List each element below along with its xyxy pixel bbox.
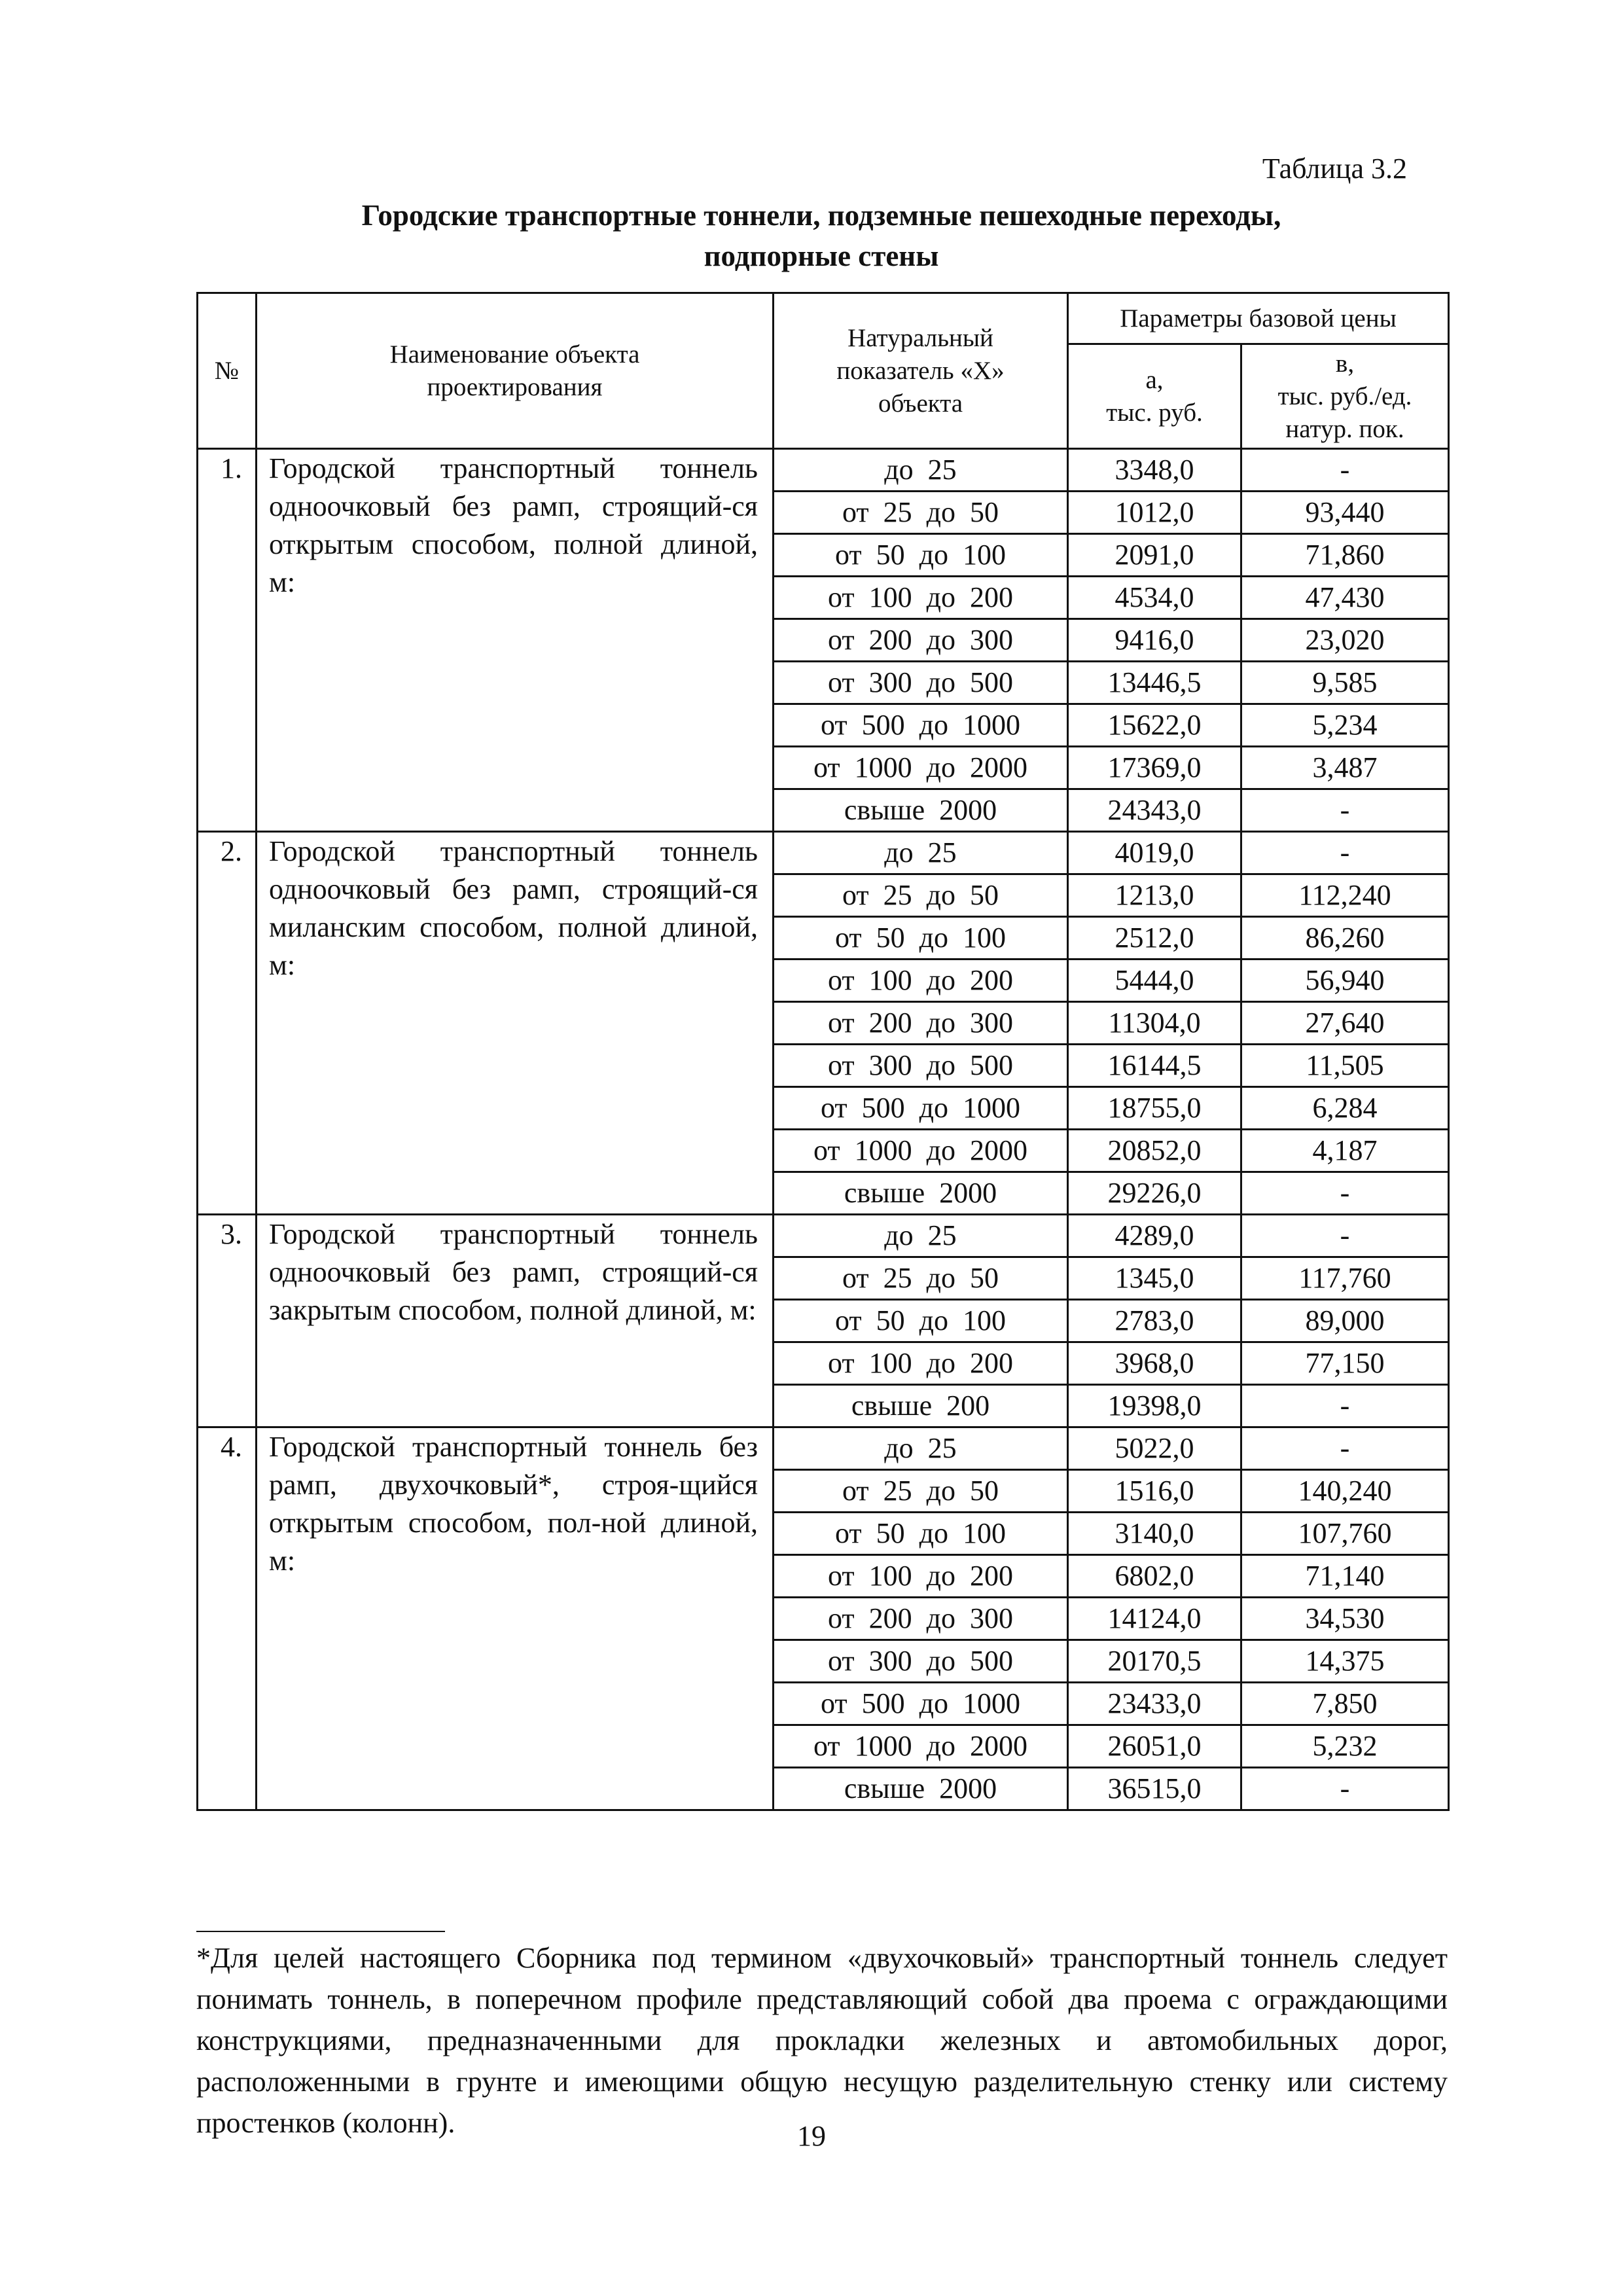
value-b-cell: 27,640 [1241, 1002, 1449, 1045]
header-number: № [198, 293, 257, 449]
footnote-text: *Для целей настоящего Сборника под термином «двухочковый» транспортный тоннель следует понимать тоннель, в поперечном профиле представляющий собой два проема с ограждающими конструкциями, предназначенными для прокладки железных и автомобильных дорог, расположенными в грунте и имеющими общую несущую разделительную стенку или систему простенков (колонн). [196, 1942, 1448, 2139]
range-cell: от 500 до 1000 [774, 1683, 1068, 1725]
value-a-cell: 29226,0 [1068, 1172, 1241, 1215]
range-cell: от 1000 до 2000 [774, 1130, 1068, 1172]
range-cell: свыше 200 [774, 1385, 1068, 1427]
value-b-cell: 47,430 [1241, 577, 1449, 619]
group-number: 2. [198, 832, 257, 1215]
header-param-b-line-2: тыс. руб./ед. [1277, 382, 1412, 410]
range-cell: от 200 до 300 [774, 1598, 1068, 1640]
value-b-cell: 3,487 [1241, 747, 1449, 789]
range-cell: свыше 2000 [774, 789, 1068, 832]
value-b-cell: - [1241, 1768, 1449, 1810]
range-cell: от 25 до 50 [774, 492, 1068, 534]
value-a-cell: 9416,0 [1068, 619, 1241, 662]
value-a-cell: 3348,0 [1068, 449, 1241, 492]
range-cell: от 100 до 200 [774, 577, 1068, 619]
value-b-cell: 6,284 [1241, 1087, 1449, 1130]
range-cell: от 500 до 1000 [774, 1087, 1068, 1130]
header-param-a-line-2: тыс. руб. [1106, 398, 1203, 427]
group-number: 1. [198, 449, 257, 832]
range-cell: свыше 2000 [774, 1172, 1068, 1215]
value-b-cell: - [1241, 789, 1449, 832]
table-header [198, 293, 1449, 449]
value-a-cell: 15622,0 [1068, 704, 1241, 747]
range-cell: от 200 до 300 [774, 619, 1068, 662]
group-number: 3. [198, 1215, 257, 1427]
value-a-cell: 16144,5 [1068, 1045, 1241, 1087]
value-a-cell: 6802,0 [1068, 1555, 1241, 1598]
value-a-cell: 5444,0 [1068, 960, 1241, 1002]
value-b-cell: - [1241, 1215, 1449, 1257]
header-param-a [1068, 344, 1241, 449]
range-cell: от 100 до 200 [774, 960, 1068, 1002]
table-row [198, 1427, 1449, 1470]
range-cell: от 25 до 50 [774, 874, 1068, 917]
value-a-cell: 26051,0 [1068, 1725, 1241, 1768]
value-b-cell: 89,000 [1241, 1300, 1449, 1342]
value-b-cell: 4,187 [1241, 1130, 1449, 1172]
value-a-cell: 5022,0 [1068, 1427, 1241, 1470]
page-number: 19 [797, 2120, 826, 2152]
table-body [198, 449, 1449, 1810]
range-cell: от 50 до 100 [774, 534, 1068, 577]
header-natural-indicator-line-2: показатель «Х» [836, 356, 1005, 385]
range-cell: от 50 до 100 [774, 1513, 1068, 1555]
value-b-cell: - [1241, 1427, 1449, 1470]
range-cell: от 300 до 500 [774, 662, 1068, 704]
value-b-cell: 77,150 [1241, 1342, 1449, 1385]
value-b-cell: 86,260 [1241, 917, 1449, 960]
value-a-cell: 1213,0 [1068, 874, 1241, 917]
table-row [198, 1215, 1449, 1257]
value-b-cell: 93,440 [1241, 492, 1449, 534]
value-a-cell: 4289,0 [1068, 1215, 1241, 1257]
value-b-cell: 5,232 [1241, 1725, 1449, 1768]
range-cell: до 25 [774, 449, 1068, 492]
value-b-cell: 71,140 [1241, 1555, 1449, 1598]
header-object-name [257, 293, 774, 449]
group-number: 4. [198, 1427, 257, 1810]
header-param-b-line-3: натур. пок. [1285, 414, 1404, 443]
range-cell: до 25 [774, 1427, 1068, 1470]
value-a-cell: 14124,0 [1068, 1598, 1241, 1640]
header-base-price-params: Параметры базовой цены [1068, 293, 1449, 344]
value-a-cell: 23433,0 [1068, 1683, 1241, 1725]
range-cell: от 25 до 50 [774, 1257, 1068, 1300]
value-a-cell: 2512,0 [1068, 917, 1241, 960]
value-a-cell: 36515,0 [1068, 1768, 1241, 1810]
value-b-cell: 9,585 [1241, 662, 1449, 704]
range-cell: от 100 до 200 [774, 1342, 1068, 1385]
group-object-name: Городской транспортный тоннель одноочковый без рамп, строящий-ся миланским способом, полной длиной, м: [257, 832, 774, 1215]
range-cell: от 500 до 1000 [774, 704, 1068, 747]
group-object-name: Городской транспортный тоннель одноочковый без рамп, строящий-ся открытым способом, полной длиной, м: [257, 449, 774, 832]
value-b-cell: 117,760 [1241, 1257, 1449, 1300]
header-object-name-line-1: Наименование объекта [389, 340, 640, 368]
value-a-cell: 20170,5 [1068, 1640, 1241, 1683]
value-b-cell: 11,505 [1241, 1045, 1449, 1087]
table-label: Таблица 3.2 [1262, 152, 1407, 185]
value-a-cell: 20852,0 [1068, 1130, 1241, 1172]
header-param-b [1241, 344, 1449, 449]
value-a-cell: 2783,0 [1068, 1300, 1241, 1342]
value-b-cell: 140,240 [1241, 1470, 1449, 1513]
value-b-cell: 14,375 [1241, 1640, 1449, 1683]
header-natural-indicator-line-1: Натуральный [847, 323, 993, 352]
value-a-cell: 3968,0 [1068, 1342, 1241, 1385]
group-object-name: Городской транспортный тоннель без рамп, двухочковый*, строя-щийся открытым способом, пол-ной длиной, м: [257, 1427, 774, 1810]
value-b-cell: - [1241, 832, 1449, 874]
value-a-cell: 1345,0 [1068, 1257, 1241, 1300]
group-object-name: Городской транспортный тоннель одноочковый без рамп, строящий-ся закрытым способом, полной длиной, м: [257, 1215, 774, 1427]
value-a-cell: 24343,0 [1068, 789, 1241, 832]
value-a-cell: 13446,5 [1068, 662, 1241, 704]
header-natural-indicator-line-3: объекта [878, 389, 963, 418]
header-param-b-line-1: в, [1335, 349, 1355, 378]
table-title [196, 195, 1446, 276]
range-cell: от 50 до 100 [774, 917, 1068, 960]
value-b-cell: - [1241, 1385, 1449, 1427]
value-a-cell: 19398,0 [1068, 1385, 1241, 1427]
value-a-cell: 4534,0 [1068, 577, 1241, 619]
value-a-cell: 3140,0 [1068, 1513, 1241, 1555]
table-title-line-1: Городские транспортные тоннели, подземные пешеходные переходы, [361, 199, 1281, 232]
table-row [198, 832, 1449, 874]
header-natural-indicator [774, 293, 1068, 449]
value-a-cell: 18755,0 [1068, 1087, 1241, 1130]
table-title-line-2: подпорные стены [704, 240, 939, 272]
table-row [198, 449, 1449, 492]
value-a-cell: 17369,0 [1068, 747, 1241, 789]
range-cell: от 200 до 300 [774, 1002, 1068, 1045]
range-cell: свыше 2000 [774, 1768, 1068, 1810]
value-a-cell: 4019,0 [1068, 832, 1241, 874]
value-a-cell: 1516,0 [1068, 1470, 1241, 1513]
range-cell: от 100 до 200 [774, 1555, 1068, 1598]
value-a-cell: 2091,0 [1068, 534, 1241, 577]
range-cell: от 300 до 500 [774, 1045, 1068, 1087]
value-a-cell: 11304,0 [1068, 1002, 1241, 1045]
value-b-cell: 56,940 [1241, 960, 1449, 1002]
range-cell: от 300 до 500 [774, 1640, 1068, 1683]
range-cell: от 25 до 50 [774, 1470, 1068, 1513]
value-b-cell: 107,760 [1241, 1513, 1449, 1555]
range-cell: от 1000 до 2000 [774, 747, 1068, 789]
value-a-cell: 1012,0 [1068, 492, 1241, 534]
header-param-a-line-1: а, [1145, 365, 1164, 394]
value-b-cell: 7,850 [1241, 1683, 1449, 1725]
value-b-cell: 23,020 [1241, 619, 1449, 662]
value-b-cell: 112,240 [1241, 874, 1449, 917]
range-cell: до 25 [774, 1215, 1068, 1257]
price-table [196, 292, 1450, 1811]
value-b-cell: 71,860 [1241, 534, 1449, 577]
range-cell: до 25 [774, 832, 1068, 874]
value-b-cell: - [1241, 1172, 1449, 1215]
value-b-cell: 34,530 [1241, 1598, 1449, 1640]
value-b-cell: 5,234 [1241, 704, 1449, 747]
header-object-name-line-2: проектирования [427, 372, 603, 401]
footnote-divider [196, 1931, 445, 1932]
value-b-cell: - [1241, 449, 1449, 492]
range-cell: от 1000 до 2000 [774, 1725, 1068, 1768]
range-cell: от 50 до 100 [774, 1300, 1068, 1342]
